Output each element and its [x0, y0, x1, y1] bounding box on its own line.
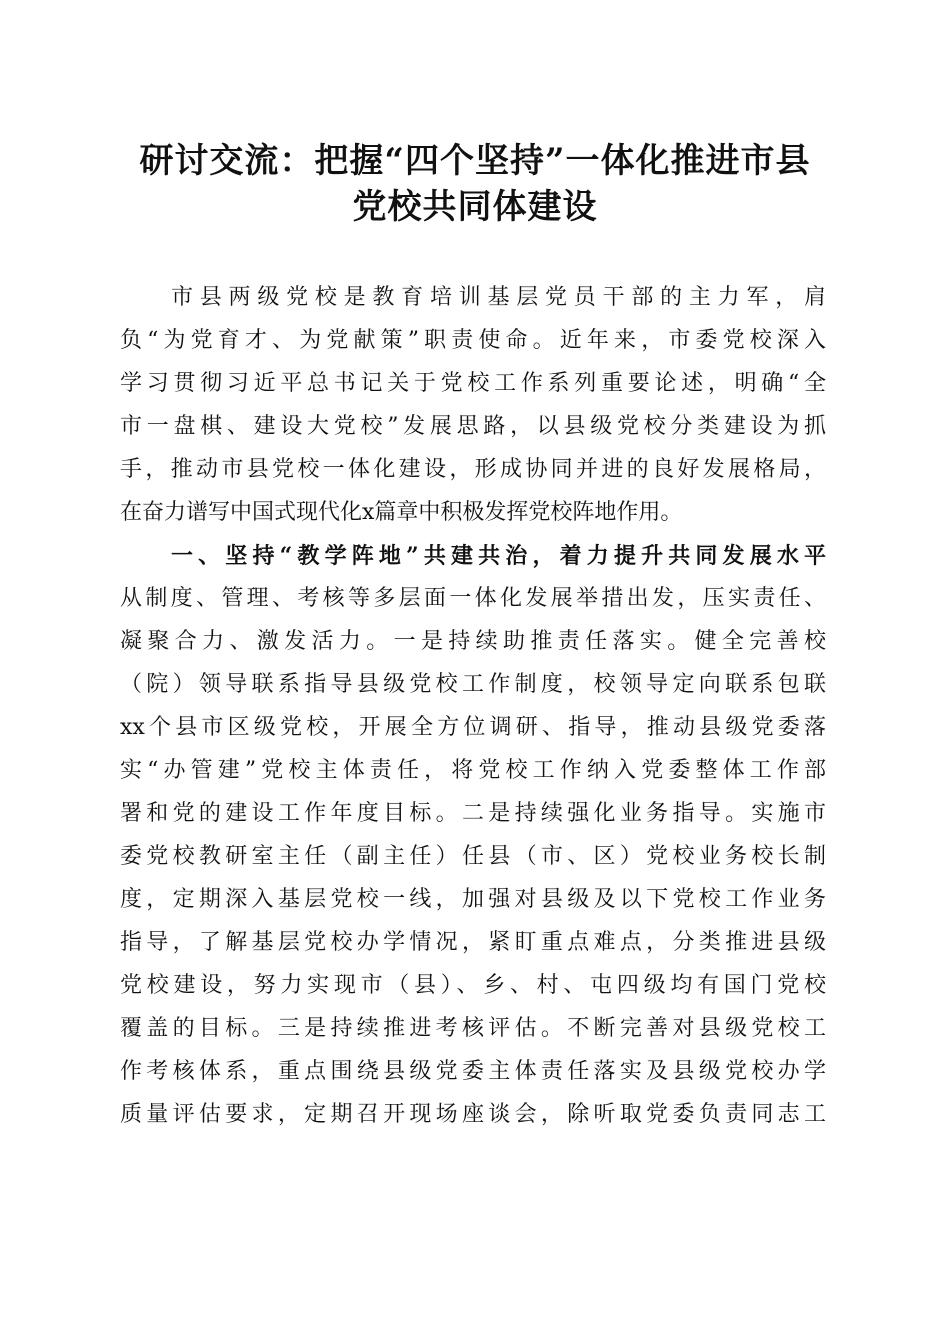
- section-1-paragraph-line: 实“办管建”党校主体责任，将党校工作纳入党委整体工作部: [120, 758, 826, 783]
- document-title-line-1: 研讨交流：把握“四个坚持”一体化推进市县: [139, 141, 811, 181]
- section-1-paragraph-line: xx个县市区级党校，开展全方位调研、指导，推动县级党委落: [120, 715, 826, 740]
- section-1-paragraph-line: 凝聚合力、激发活力。一是持续助推责任落实。健全完善校: [120, 629, 826, 654]
- intro-paragraph-line: 学习贯彻习近平总书记关于党校工作系列重要论述，明确“全: [120, 371, 826, 396]
- section-1-paragraph-line: 委党校教研室主任（副主任）任县（市、区）党校业务校长制: [120, 844, 826, 869]
- intro-paragraph-line: 负“为党育才、为党献策”职责使命。近年来，市委党校深入: [120, 328, 826, 353]
- document-title-line-2: 党校共同体建设: [352, 187, 598, 227]
- section-1-paragraph-line: 作考核体系，重点围绕县级党委主体责任落实及县级党校办学: [120, 1059, 826, 1084]
- section-1-paragraph-line: 署和党的建设工作年度目标。二是持续强化业务指导。实施市: [120, 801, 826, 826]
- section-1-paragraph-line: 度，定期深入基层党校一线，加强对县级及以下党校工作业务: [120, 887, 826, 912]
- intro-paragraph-line: 手，推动市县党校一体化建设，形成协同并进的良好发展格局，: [120, 457, 826, 482]
- intro-paragraph-line: 市县两级党校是教育培训基层党员干部的主力军，肩: [171, 285, 826, 310]
- section-1-paragraph-line: 党校建设，努力实现市（县）、乡、村、屯四级均有国门党校: [120, 973, 826, 998]
- section-1-paragraph-line: 质量评估要求，定期召开现场座谈会，除听取党委负责同志工: [120, 1102, 826, 1127]
- intro-paragraph-line: 市一盘棋、建设大党校”发展思路，以县级党校分类建设为抓: [120, 414, 826, 439]
- section-1-paragraph-line: 从制度、管理、考核等多层面一体化发展举措出发，压实责任、: [120, 586, 826, 611]
- section-1-paragraph-line: （院）领导联系指导县级党校工作制度，校领导定向联系包联: [120, 672, 826, 697]
- section-1-paragraph-line: 覆盖的目标。三是持续推进考核评估。不断完善对县级党校工: [120, 1016, 826, 1041]
- intro-paragraph-line: 在奋力谱写中国式现代化x篇章中积极发挥党校阵地作用。: [120, 500, 683, 525]
- section-1-heading: 一、坚持“教学阵地”共建共治，着力提升共同发展水平: [171, 543, 826, 569]
- section-1-paragraph-line: 指导，了解基层党校办学情况，紧盯重点难点，分类推进县级: [120, 930, 826, 955]
